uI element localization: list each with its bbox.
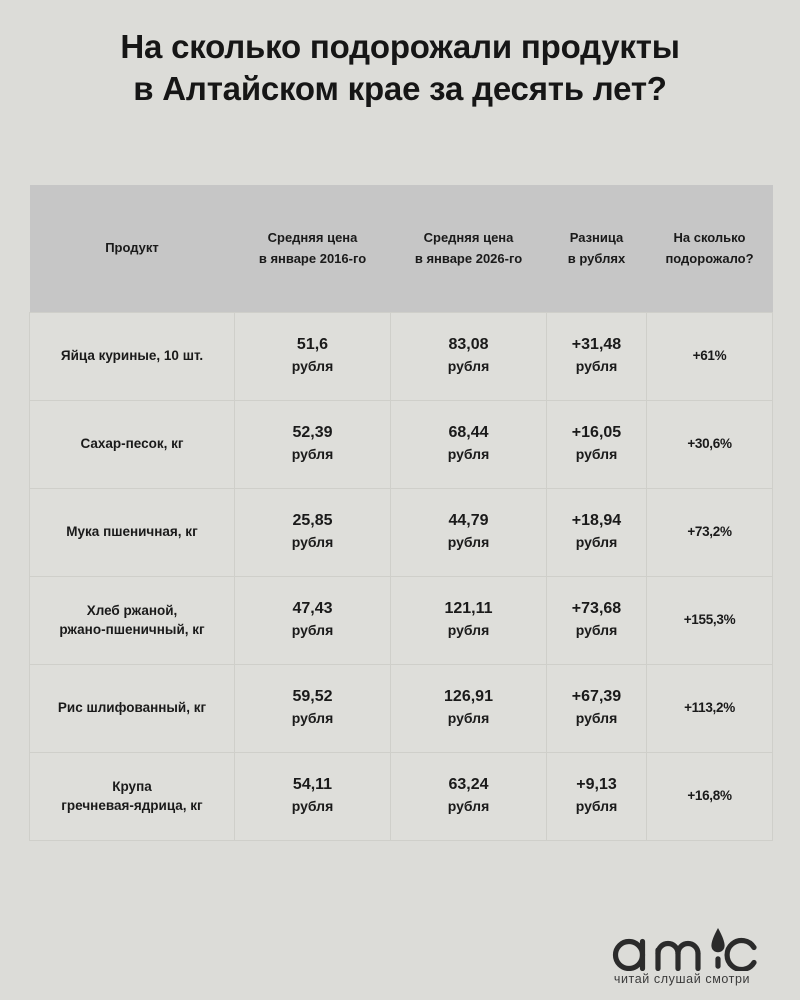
column-header-product-line-1: Продукт bbox=[105, 240, 159, 256]
table-row bbox=[30, 665, 773, 753]
column-header-percent bbox=[647, 185, 773, 313]
price-2026-unit: рубля bbox=[447, 710, 490, 727]
product-name-line-1: Мука пшеничная, кг bbox=[66, 524, 198, 540]
price-2026-value: 83,08 bbox=[448, 336, 489, 354]
cell-percent: +30,6% bbox=[647, 401, 773, 489]
price-2026-unit: рубля bbox=[447, 534, 490, 551]
cell-percent: +113,2% bbox=[647, 665, 773, 753]
table-row bbox=[30, 313, 773, 401]
cell-price-2026 bbox=[391, 753, 547, 841]
amic-logo bbox=[592, 925, 772, 986]
price-2016-value: 25,85 bbox=[292, 512, 333, 530]
cell-price-2016 bbox=[235, 489, 391, 577]
price-2016-value: 59,52 bbox=[292, 688, 333, 706]
price-2026-value: 63,24 bbox=[448, 776, 489, 794]
cell-price-2026 bbox=[391, 401, 547, 489]
price-2016-unit: рубля bbox=[291, 358, 334, 375]
cell-product bbox=[30, 753, 235, 841]
page-title-line-2: в Алтайском крае за десять лет? bbox=[133, 69, 667, 107]
cell-product bbox=[30, 665, 235, 753]
column-header-price-2016 bbox=[235, 185, 391, 313]
column-header-percent-line-1: На сколько bbox=[673, 230, 746, 246]
page-title bbox=[30, 0, 770, 109]
amic-logo-tagline: читай слушай смотри bbox=[613, 972, 751, 986]
difference-value: +31,48 bbox=[571, 336, 622, 354]
table-body bbox=[30, 313, 773, 841]
cell-percent: +155,3% bbox=[647, 577, 773, 665]
product-name-line-2: гречневая-ядрица, кг bbox=[61, 797, 203, 813]
table-row bbox=[30, 753, 773, 841]
price-2016-value: 52,39 bbox=[292, 424, 333, 442]
cell-price-2016 bbox=[235, 313, 391, 401]
cell-price-2016 bbox=[235, 665, 391, 753]
price-2026-unit: рубля bbox=[447, 798, 490, 815]
difference-value: +9,13 bbox=[576, 776, 617, 794]
cell-price-2026 bbox=[391, 577, 547, 665]
difference-value: +73,68 bbox=[571, 600, 622, 618]
amic-wordmark-icon bbox=[606, 925, 758, 971]
difference-unit: рубля bbox=[575, 622, 618, 639]
table-row bbox=[30, 489, 773, 577]
cell-difference bbox=[547, 313, 647, 401]
column-header-price-2026-line-1: Средняя цена bbox=[423, 230, 514, 246]
product-name-line-1: Сахар-песок, кг bbox=[80, 436, 184, 452]
difference-unit: рубля bbox=[575, 446, 618, 463]
difference-unit: рубля bbox=[575, 358, 618, 375]
price-comparison-table bbox=[29, 185, 773, 841]
product-name-line-1: Крупа bbox=[112, 779, 152, 795]
price-2016-value: 54,11 bbox=[292, 776, 333, 794]
product-name-line-2: ржано-пшеничный, кг bbox=[59, 621, 205, 637]
cell-difference bbox=[547, 665, 647, 753]
table-row bbox=[30, 401, 773, 489]
cell-percent: +16,8% bbox=[647, 753, 773, 841]
difference-value: +67,39 bbox=[571, 688, 622, 706]
price-comparison-table-wrapper bbox=[29, 185, 772, 841]
column-header-percent-line-2: подорожало? bbox=[665, 250, 754, 266]
column-header-difference-line-1: Разница bbox=[569, 230, 624, 246]
price-2016-value: 51,6 bbox=[296, 336, 329, 354]
cell-product bbox=[30, 313, 235, 401]
price-2026-value: 44,79 bbox=[448, 512, 489, 530]
cell-difference bbox=[547, 489, 647, 577]
column-header-difference-line-2: в рублях bbox=[567, 250, 626, 266]
cell-price-2026 bbox=[391, 665, 547, 753]
cell-product bbox=[30, 489, 235, 577]
column-header-price-2016-line-2: в январе 2016-го bbox=[258, 250, 367, 266]
price-2026-unit: рубля bbox=[447, 358, 490, 375]
column-header-price-2026 bbox=[391, 185, 547, 313]
price-2026-value: 68,44 bbox=[448, 424, 489, 442]
price-2016-value: 47,43 bbox=[292, 600, 333, 618]
column-header-product bbox=[30, 185, 235, 313]
difference-unit: рубля bbox=[575, 798, 618, 815]
product-name-line-1: Яйца куриные, 10 шт. bbox=[60, 348, 204, 364]
cell-percent: +73,2% bbox=[647, 489, 773, 577]
price-2016-unit: рубля bbox=[291, 622, 334, 639]
cell-percent: +61% bbox=[647, 313, 773, 401]
price-2016-unit: рубля bbox=[291, 710, 334, 727]
cell-difference bbox=[547, 753, 647, 841]
table-header-row bbox=[30, 185, 773, 313]
cell-difference bbox=[547, 401, 647, 489]
table-header bbox=[30, 185, 773, 313]
page-title-line-1: На сколько подорожали продукты bbox=[120, 28, 680, 65]
table-row bbox=[30, 577, 773, 665]
cell-price-2026 bbox=[391, 313, 547, 401]
product-name-line-1: Рис шлифованный, кг bbox=[57, 700, 207, 716]
column-header-price-2026-line-2: в январе 2026-го bbox=[414, 250, 523, 266]
price-2026-unit: рубля bbox=[447, 622, 490, 639]
cell-price-2016 bbox=[235, 401, 391, 489]
price-2016-unit: рубля bbox=[291, 534, 334, 551]
price-2016-unit: рубля bbox=[291, 798, 334, 815]
product-name-line-1: Хлеб ржаной, bbox=[86, 603, 178, 619]
cell-difference bbox=[547, 577, 647, 665]
price-2026-value: 126,91 bbox=[444, 688, 493, 706]
difference-value: +16,05 bbox=[571, 424, 622, 442]
difference-value: +18,94 bbox=[571, 512, 622, 530]
column-header-price-2016-line-1: Средняя цена bbox=[267, 230, 358, 246]
cell-product bbox=[30, 577, 235, 665]
price-2016-unit: рубля bbox=[291, 446, 334, 463]
cell-price-2026 bbox=[391, 489, 547, 577]
difference-unit: рубля bbox=[575, 710, 618, 727]
price-2026-value: 121,11 bbox=[444, 600, 493, 618]
price-2026-unit: рубля bbox=[447, 446, 490, 463]
cell-price-2016 bbox=[235, 577, 391, 665]
column-header-difference bbox=[547, 185, 647, 313]
cell-price-2016 bbox=[235, 753, 391, 841]
difference-unit: рубля bbox=[575, 534, 618, 551]
cell-product bbox=[30, 401, 235, 489]
